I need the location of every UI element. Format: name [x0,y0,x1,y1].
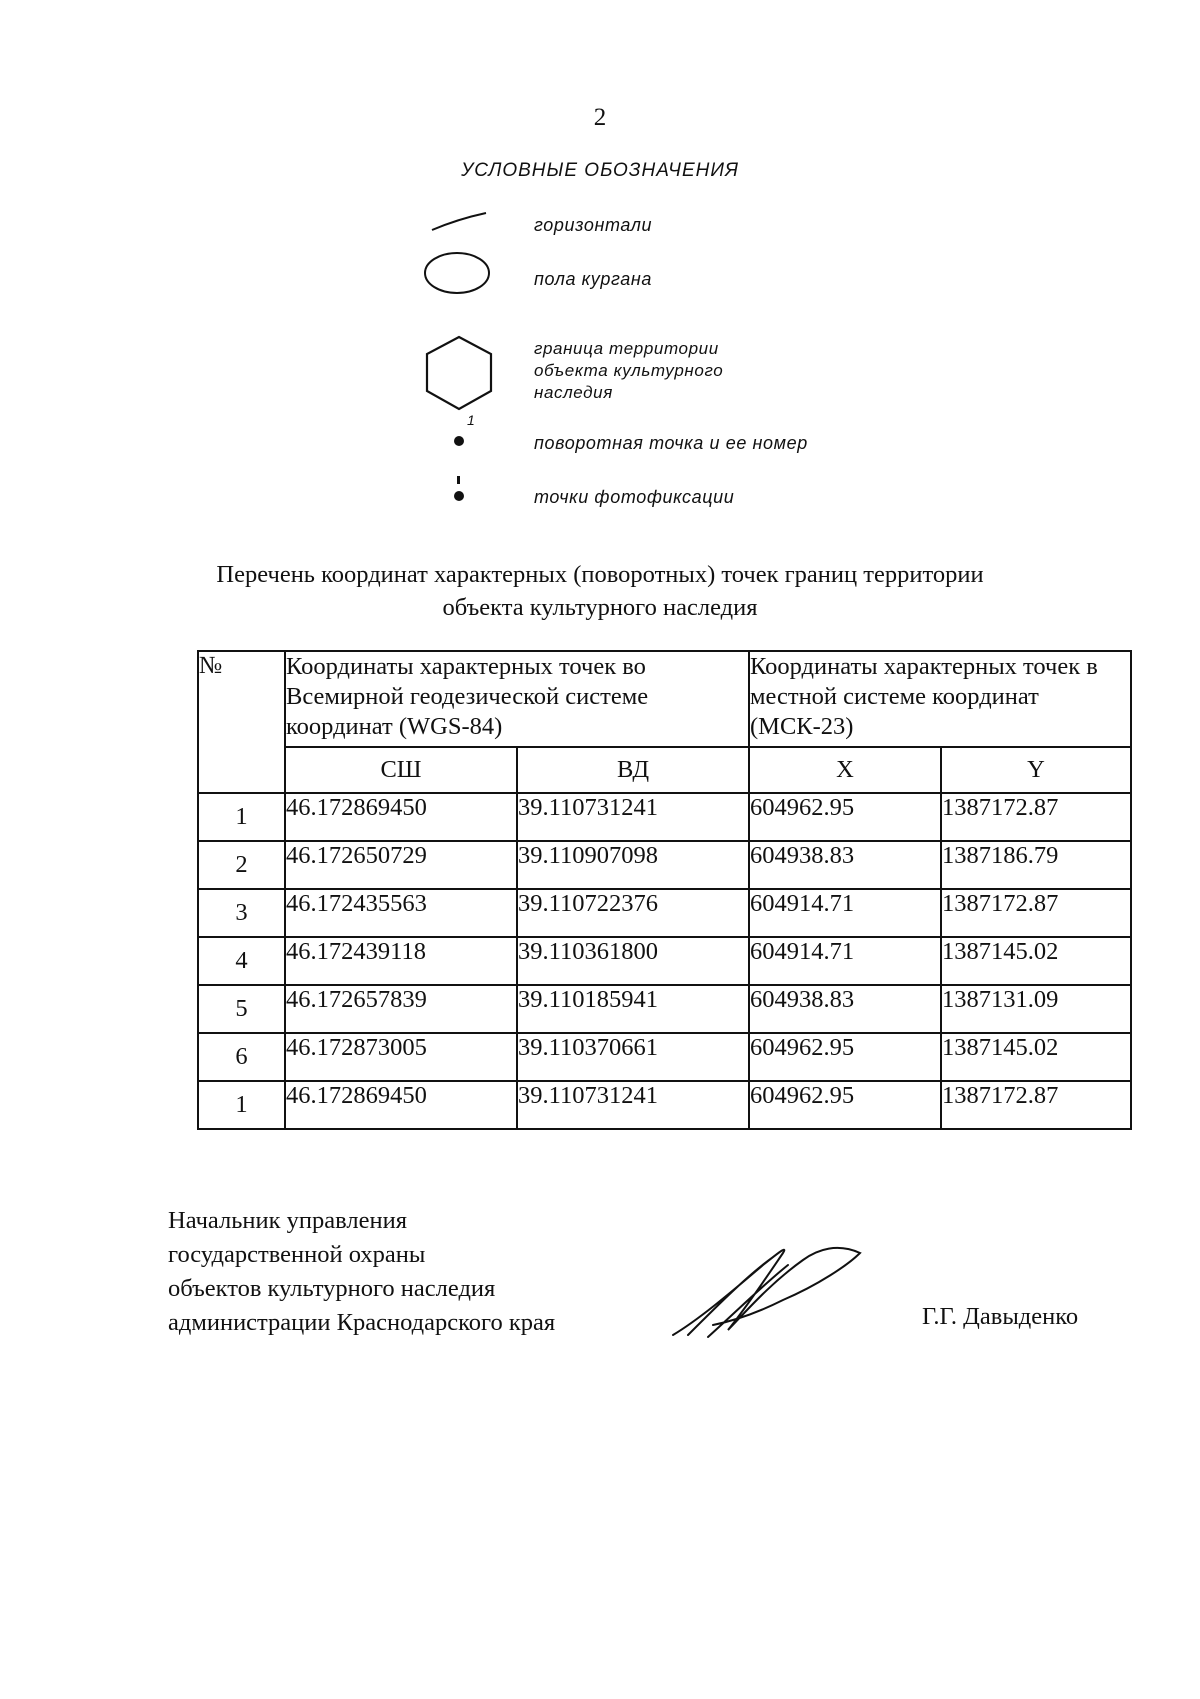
page-number: 2 [593,104,607,131]
turning-point-icon [452,434,466,448]
signatory-position-line: Начальник управления [168,1207,407,1234]
legend-label-contours: горизонтали [534,215,653,235]
longitude-header: ВД [517,747,749,793]
longitude-cell: 39.110361800 [517,937,749,985]
longitude-cell: 39.110185941 [517,985,749,1033]
latitude-cell: 46.172435563 [285,889,517,937]
y-cell: 1387145.02 [941,937,1131,985]
point-number: 5 [198,985,285,1033]
point-number: 1 [198,1081,285,1129]
table-row [198,841,1131,889]
number-column-header: № [198,651,285,793]
legend-label-photo-points: точки фотофиксации [534,487,735,507]
signatory-position-line: государственной охраны [168,1241,426,1268]
longitude-cell: 39.110731241 [517,793,749,841]
ellipse-icon [422,248,494,298]
table-row [198,985,1131,1033]
coordinates-table [197,650,1132,1130]
longitude-cell: 39.110907098 [517,841,749,889]
longitude-cell: 39.110731241 [517,1081,749,1129]
y-cell: 1387172.87 [941,889,1131,937]
point-number: 6 [198,1033,285,1081]
latitude-cell: 46.172869450 [285,1081,517,1129]
latitude-cell: 46.172873005 [285,1033,517,1081]
x-header: X [749,747,941,793]
handwritten-signature [668,1235,868,1345]
table-row [198,889,1131,937]
legend-label-boundary: граница территории объекта культурного наследия [534,339,724,402]
x-cell: 604938.83 [749,841,941,889]
photo-point-icon [452,474,466,504]
latitude-cell: 46.172650729 [285,841,517,889]
msk23-header: Координаты характерных точек в местной системе координат (МСК-23) [749,651,1131,747]
x-cell: 604962.95 [749,793,941,841]
latitude-cell: 46.172657839 [285,985,517,1033]
y-cell: 1387186.79 [941,841,1131,889]
x-cell: 604962.95 [749,1081,941,1129]
point-number: 3 [198,889,285,937]
hexagon-icon [422,334,496,412]
table-title-line-1: Перечень координат характерных (поворотных) точек границ территории [216,561,984,588]
point-number: 1 [198,793,285,841]
point-number: 4 [198,937,285,985]
x-cell: 604914.71 [749,937,941,985]
wgs84-header: Координаты характерных точек во Всемирной геодезической системе координат (WGS-84) [285,651,749,747]
legend-title: УСЛОВНЫЕ ОБОЗНАЧЕНИЯ [461,160,739,181]
x-cell: 604938.83 [749,985,941,1033]
signatory-name: Г.Г. Давыденко [922,1303,1079,1330]
longitude-cell: 39.110722376 [517,889,749,937]
table-row [198,1081,1131,1129]
signatory-position-line: администрации Краснодарского края [168,1309,556,1336]
table-title-line-2: объекта культурного наследия [442,594,758,621]
y-cell: 1387131.09 [941,985,1131,1033]
y-cell: 1387172.87 [941,1081,1131,1129]
legend-label-mound: пола кургана [534,269,652,289]
y-header: Y [941,747,1131,793]
latitude-cell: 46.172869450 [285,793,517,841]
contour-line-icon [430,210,490,234]
y-cell: 1387172.87 [941,793,1131,841]
x-cell: 604962.95 [749,1033,941,1081]
latitude-cell: 46.172439118 [285,937,517,985]
table-row [198,1033,1131,1081]
signatory-position [168,1204,555,1340]
longitude-cell: 39.110370661 [517,1033,749,1081]
table-row [198,937,1131,985]
table-title [0,558,1200,624]
x-cell: 604914.71 [749,889,941,937]
point-number: 2 [198,841,285,889]
y-cell: 1387145.02 [941,1033,1131,1081]
signatory-position-line: объектов культурного наследия [168,1275,496,1302]
legend-label-turning-point: поворотная точка и ее номер [534,433,808,453]
turning-point-marker-number: 1 [467,412,475,428]
latitude-header: СШ [285,747,517,793]
table-row [198,793,1131,841]
